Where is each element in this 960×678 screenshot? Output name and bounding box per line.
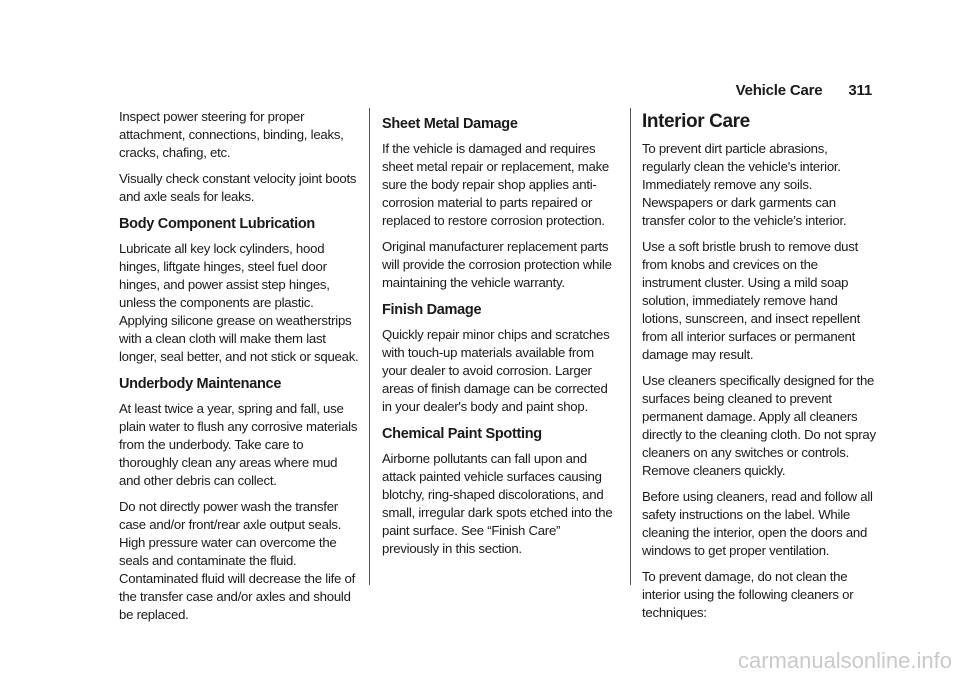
watermark: carmanualsonline.info bbox=[737, 648, 952, 673]
heading-underbody-maintenance: Underbody Maintenance bbox=[119, 376, 282, 392]
paragraph: Quickly repair minor chips and scratches with touch-up materials available from your dealer to avoid corrosion. Larger areas of finish damage can be corrected in your dealer's body and paint shop. bbox=[382, 327, 610, 414]
paragraph: Use cleaners specifically designed for the surfaces being cleaned to prevent permanent damage. Apply all cleaners directly to the cleaning cloth. Do not spray cleaners on any switches or controls. Remove cleaners quickly. bbox=[642, 373, 876, 478]
column-divider bbox=[369, 108, 370, 585]
column-1 bbox=[119, 108, 359, 632]
paragraph: Visually check constant velocity joint boots and axle seals for leaks. bbox=[119, 171, 357, 204]
paragraph: Inspect power steering for proper attachment, connections, binding, leaks, cracks, chafing, etc. bbox=[119, 109, 344, 160]
paragraph: Use a soft bristle brush to remove dust from knobs and crevices on the instrument cluster. Using a mild soap solution, immediately remove hand lotions, sunscreen, and insect repellent from all interior surfaces or permanent damage may result. bbox=[642, 239, 860, 362]
heading-chemical-paint-spotting: Chemical Paint Spotting bbox=[382, 426, 542, 442]
paragraph: Before using cleaners, read and follow all safety instructions on the label. While cleaning the interior, open the doors and windows to get proper ventilation. bbox=[642, 489, 873, 558]
heading-body-component-lubrication: Body Component Lubrication bbox=[119, 216, 315, 232]
column-3 bbox=[642, 110, 878, 630]
page-header bbox=[736, 82, 872, 99]
paragraph: Do not directly power wash the transfer case and/or front/rear axle output seals. High pressure water can overcome the seals and contaminate the fluid. Contaminated fluid will decrease the life of the transfer case and/or axles and should be replaced. bbox=[119, 499, 356, 622]
heading-interior-care: Interior Care bbox=[642, 111, 750, 132]
paragraph: At least twice a year, spring and fall, use plain water to flush any corrosive materials from the underbody. Take care to thoroughly clean any areas where mud and other debris can collect. bbox=[119, 401, 358, 488]
heading-finish-damage: Finish Damage bbox=[382, 302, 482, 318]
column-2 bbox=[382, 110, 618, 566]
heading-sheet-metal-damage: Sheet Metal Damage bbox=[382, 116, 518, 132]
paragraph: To prevent dirt particle abrasions, regularly clean the vehicle's interior. Immediately remove any soils. Newspapers or dark garments can transfer color to the vehicle’s interior. bbox=[642, 141, 847, 228]
page-number: 311 bbox=[848, 82, 872, 99]
paragraph: Airborne pollutants can fall upon and attack painted vehicle surfaces causing blotchy, ring-shaped discolorations, and small, irregular dark spots etched into the paint surface. See “Finish Care” previously in this section. bbox=[382, 451, 613, 556]
paragraph: Lubricate all key lock cylinders, hood hinges, liftgate hinges, steel fuel door hinges, and power assist step hinges, unless the components are plastic. Applying silicone grease on weatherstrips with a clean cloth will make them last longer, seal better, and not stick or squeak. bbox=[119, 241, 359, 364]
paragraph: If the vehicle is damaged and requires sheet metal repair or replacement, make sure the body repair shop applies anti-corrosion material to parts repaired or replaced to restore corrosion protection. bbox=[382, 141, 610, 228]
section-title: Vehicle Care bbox=[735, 82, 823, 99]
column-divider bbox=[630, 108, 631, 585]
paragraph: To prevent damage, do not clean the interior using the following cleaners or techniques: bbox=[642, 569, 854, 620]
paragraph: Original manufacturer replacement parts will provide the corrosion protection while maintaining the vehicle warranty. bbox=[382, 239, 612, 290]
